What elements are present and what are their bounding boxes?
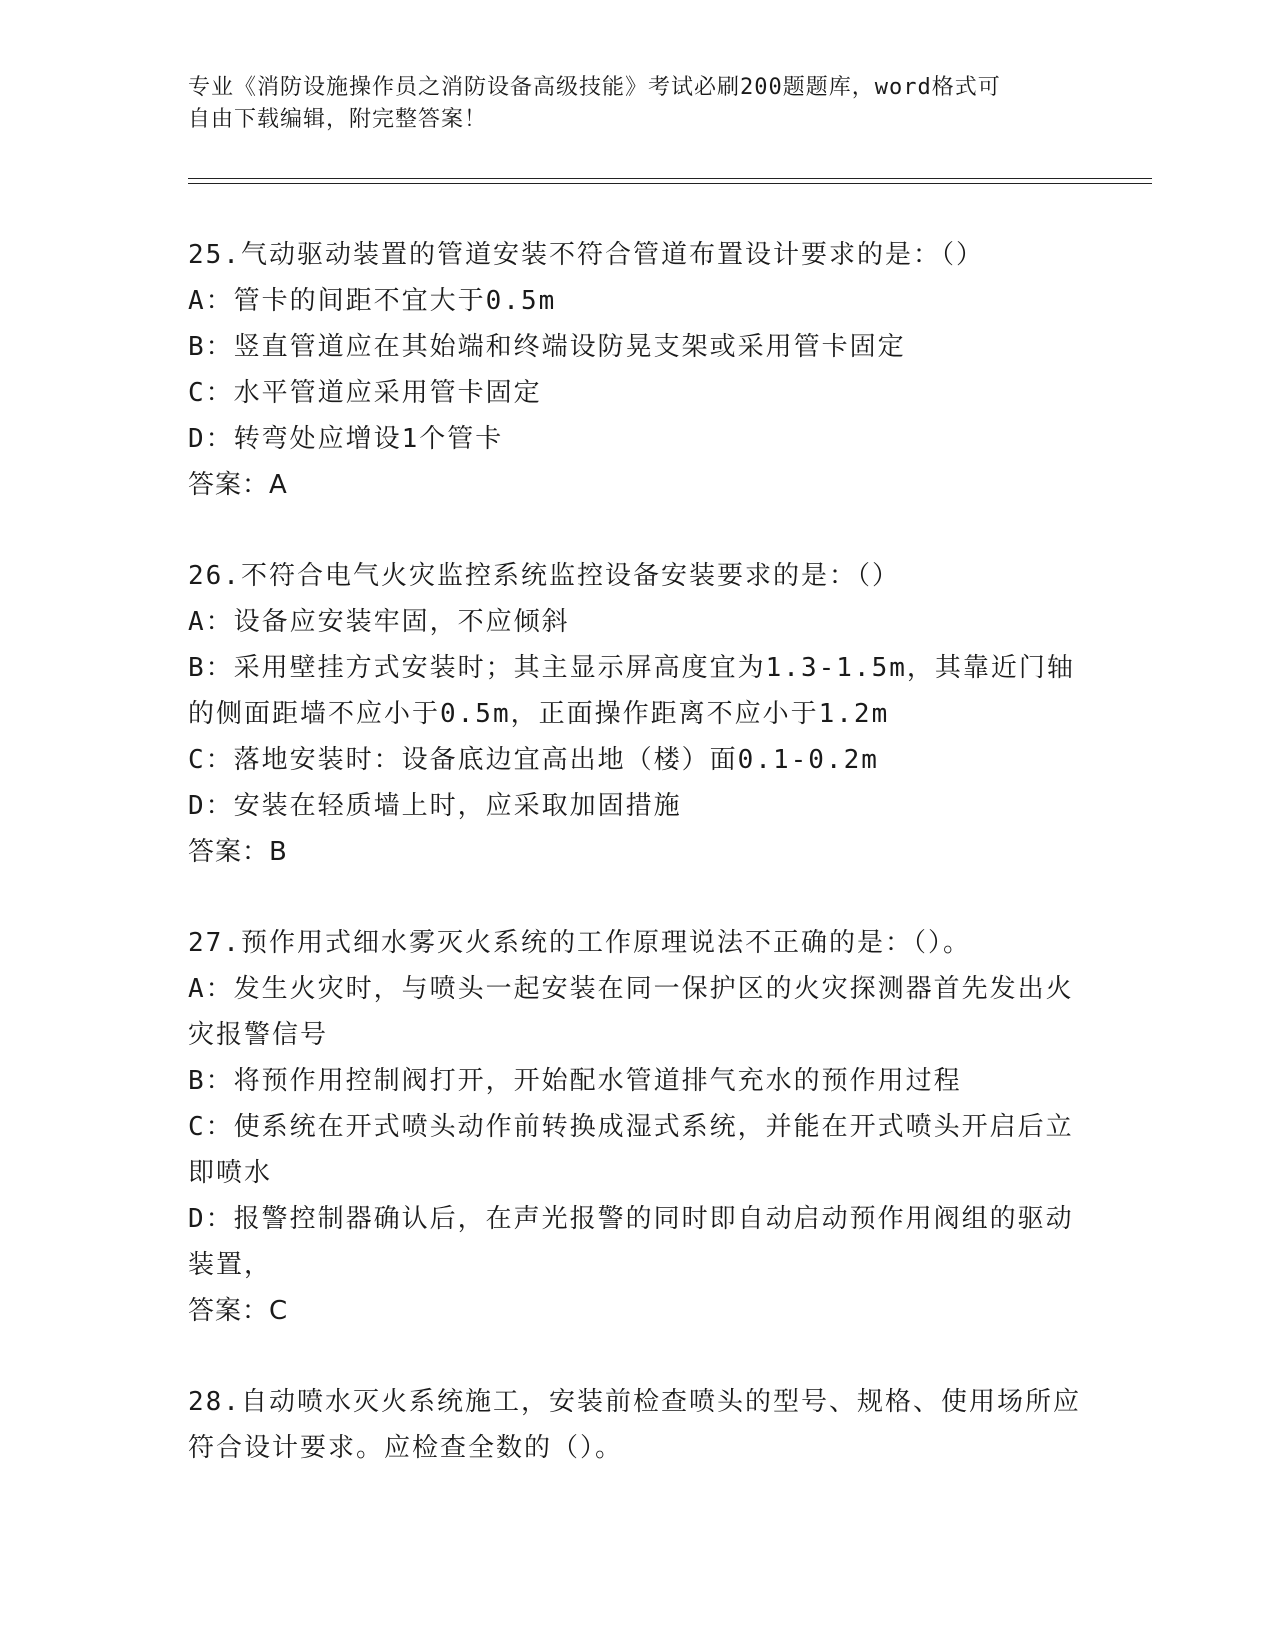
question-28 bbox=[188, 1379, 1088, 1471]
question-stem: 26.不符合电气火灾监控系统监控设备安装要求的是：（） bbox=[188, 561, 900, 591]
question-stem: 27.预作用式细水雾灭火系统的工作原理说法不正确的是：（）。 bbox=[188, 928, 971, 958]
option-a: A：设备应安装牢固，不应倾斜 bbox=[188, 607, 570, 637]
header-divider-bottom bbox=[188, 183, 1152, 184]
answer: 答案：B bbox=[188, 837, 288, 867]
question-25 bbox=[188, 232, 1088, 508]
answer: 答案：A bbox=[188, 470, 288, 500]
option-d: D：安装在轻质墙上时，应采取加固措施 bbox=[188, 791, 682, 821]
option-c: C：水平管道应采用管卡固定 bbox=[188, 378, 542, 408]
header-divider-top bbox=[188, 178, 1152, 179]
question-27 bbox=[188, 920, 1088, 1334]
question-list bbox=[188, 232, 1088, 1516]
document-header bbox=[188, 72, 1088, 136]
option-a: A：发生火灾时，与喷头一起安装在同一保护区的火灾探测器首先发出火灾报警信号 bbox=[188, 974, 1074, 1050]
question-stem: 25.气动驱动装置的管道安装不符合管道布置设计要求的是：（） bbox=[188, 240, 984, 270]
option-c: C：使系统在开式喷头动作前转换成湿式系统，并能在开式喷头开启后立即喷水 bbox=[188, 1112, 1074, 1188]
option-b: B：将预作用控制阀打开，开始配水管道排气充水的预作用过程 bbox=[188, 1066, 962, 1096]
question-26 bbox=[188, 553, 1088, 875]
option-b: B：采用壁挂方式安装时；其主显示屏高度宜为1.3-1.5m，其靠近门轴的侧面距墙不应小于0.5m，正面操作距离不应小于1.2m bbox=[188, 653, 1075, 729]
answer: 答案：C bbox=[188, 1296, 289, 1326]
option-c: C：落地安装时：设备底边宜高出地（楼）面0.1-0.2m bbox=[188, 745, 879, 775]
option-d: D：报警控制器确认后，在声光报警的同时即自动启动预作用阀组的驱动装置， bbox=[188, 1204, 1074, 1280]
header-line-1: 专业《消防设施操作员之消防设备高级技能》考试必刷200题题库，word格式可 bbox=[188, 75, 1001, 100]
question-stem: 28.自动喷水灭火系统施工，安装前检查喷头的型号、规格、使用场所应符合设计要求。应检查全数的（）。 bbox=[188, 1387, 1081, 1463]
header-line-2: 自由下载编辑，附完整答案！ bbox=[188, 107, 488, 132]
option-d: D：转弯处应增设1个管卡 bbox=[188, 424, 504, 454]
option-b: B：竖直管道应在其始端和终端设防晃支架或采用管卡固定 bbox=[188, 332, 906, 362]
option-a: A：管卡的间距不宜大于0.5m bbox=[188, 286, 557, 316]
